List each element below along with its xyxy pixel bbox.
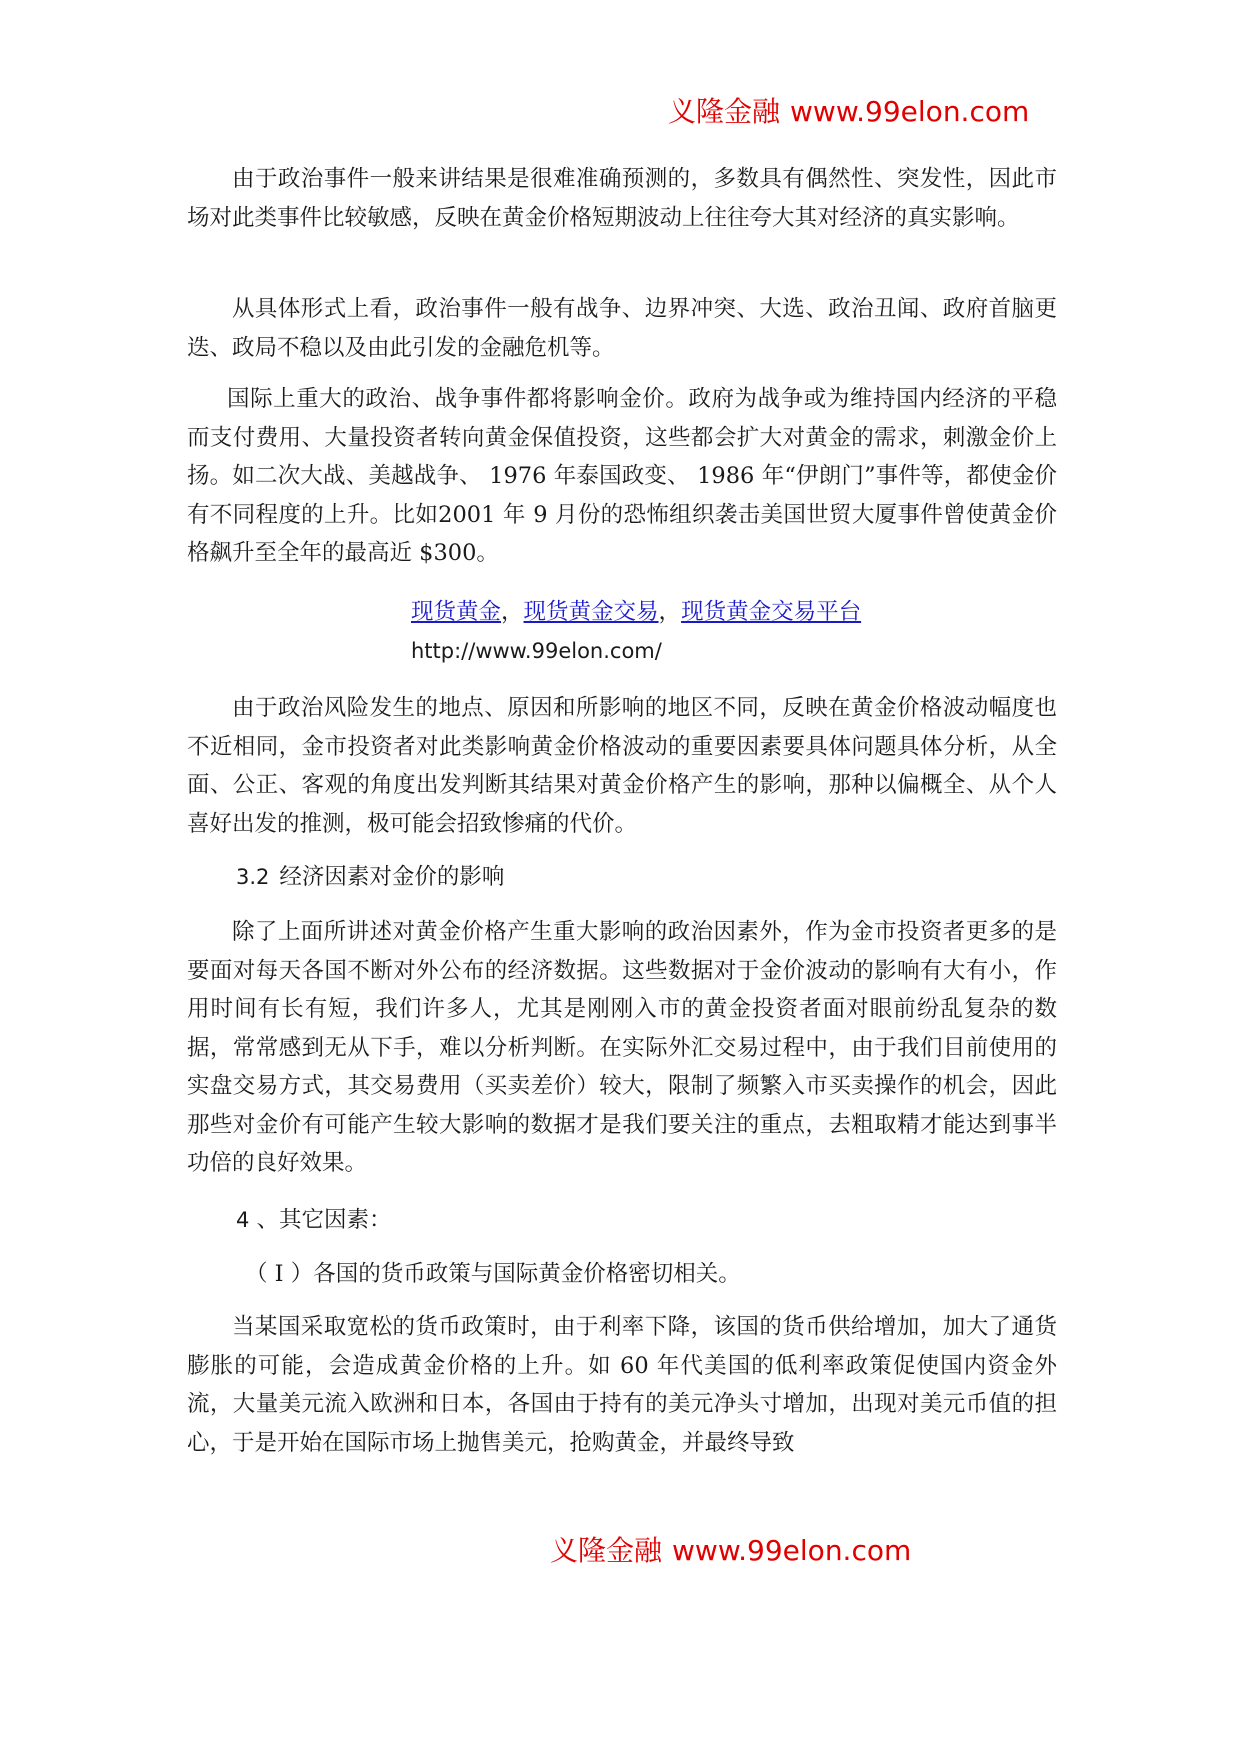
paragraph-political-events: 由于政治事件一般来讲结果是很难准确预测的，多数具有偶然性、突发性，因此市场对此类事件比较敏感，反映在黄金价格短期波动上往往夸大其对经济的真实影响。	[187, 166, 1057, 231]
link-separator: ，	[658, 599, 682, 625]
link-spot-gold-trading[interactable]: 现货黄金交易	[523, 599, 659, 625]
paragraph-economic-data: 除了上面所讲述对黄金价格产生重大影响的政治因素外，作为金市投资者更多的是要面对每天各国不断对外公布的经济数据。这些数据对于金价波动的影响有大有小，作用时间有长有短，我们许多人，尤其是刚刚入市的黄金投资者面对眼前纷乱复杂的数据，常常感到无从下手，难以分析判断。在实际外汇交易过程中，由于我们目前使用的实盘交易方式，其交易费用（买卖差价）较大，限制了频繁入市买卖操作的机会，因此那些对金价有可能产生较大影响的数据才是我们要关注的重点，去粗取精才能达到事半功倍的良好效果。	[187, 919, 1057, 1176]
link-row	[411, 593, 861, 632]
paragraph-loose-monetary-policy: 当某国采取宽松的货币政策时，由于利率下降，该国的货币供给增加，加大了通货膨胀的可能，会造成黄金价格的上升。如 60 年代美国的低利率政策促使国内资金外流，大量美元流入欧洲和日本，各国由于持有的美元净头寸增加，出现对美元币值的担心，于是开始在国际市场上抛售美元，抢购黄金，并最终导致	[187, 1314, 1057, 1456]
paragraph-forms-of-events: 从具体形式上看，政治事件一般有战争、边界冲突、大选、政治丑闻、政府首脑更迭、政局不稳以及由此引发的金融危机等。	[187, 296, 1057, 361]
section-number: 4	[236, 1208, 250, 1232]
section-heading-3-2	[236, 862, 504, 892]
footer-watermark	[550, 1534, 912, 1567]
paragraph-political-risk: 由于政治风险发生的地点、原因和所影响的地区不同，反映在黄金价格波动幅度也不近相同，金市投资者对此类影响黄金价格波动的重要因素要具体问题具体分析，从全面、公正、客观的角度出发判断其结果对黄金价格产生的影响，那种以偏概全、从个人喜好出发的推测，极可能会招致惨痛的代价。	[187, 695, 1057, 837]
site-url-text: http://www.99elon.com/	[411, 639, 662, 663]
list-item-monetary-policy: （ Ⅰ ）各国的货币政策与国际黄金价格密切相关。	[245, 1261, 741, 1287]
section-title: 、其它因素：	[256, 1207, 392, 1233]
link-spot-gold[interactable]: 现货黄金	[411, 599, 502, 625]
header-watermark	[668, 95, 1030, 128]
link-spot-gold-platform[interactable]: 现货黄金交易平台	[681, 599, 862, 625]
footer-brand-name: 义隆金融	[550, 1534, 663, 1567]
header-brand-name: 义隆金融	[668, 95, 781, 128]
section-number: 3.2	[236, 865, 270, 889]
section-heading-4	[236, 1205, 392, 1235]
paragraph-war-events: 国际上重大的政治、战争事件都将影响金价。政府为战争或为维持国内经济的平稳而支付费用、大量投资者转向黄金保值投资，这些都会扩大对黄金的需求，刺激金价上扬。如二次大战、美越战争、 1976 年泰国政变、 1986 年“伊朗门”事件等，都使金价有不同程度的上升。比如2001 年 9 月份的恐怖组织袭击美国世贸大厦事件曾使黄金价格飙升至全年的最高近 $300。	[187, 386, 1057, 566]
link-separator: ，	[501, 599, 524, 625]
footer-brand-url: www.99elon.com	[672, 1534, 912, 1567]
header-brand-url: www.99elon.com	[790, 95, 1030, 128]
section-title: 经济因素对金价的影响	[279, 864, 505, 890]
